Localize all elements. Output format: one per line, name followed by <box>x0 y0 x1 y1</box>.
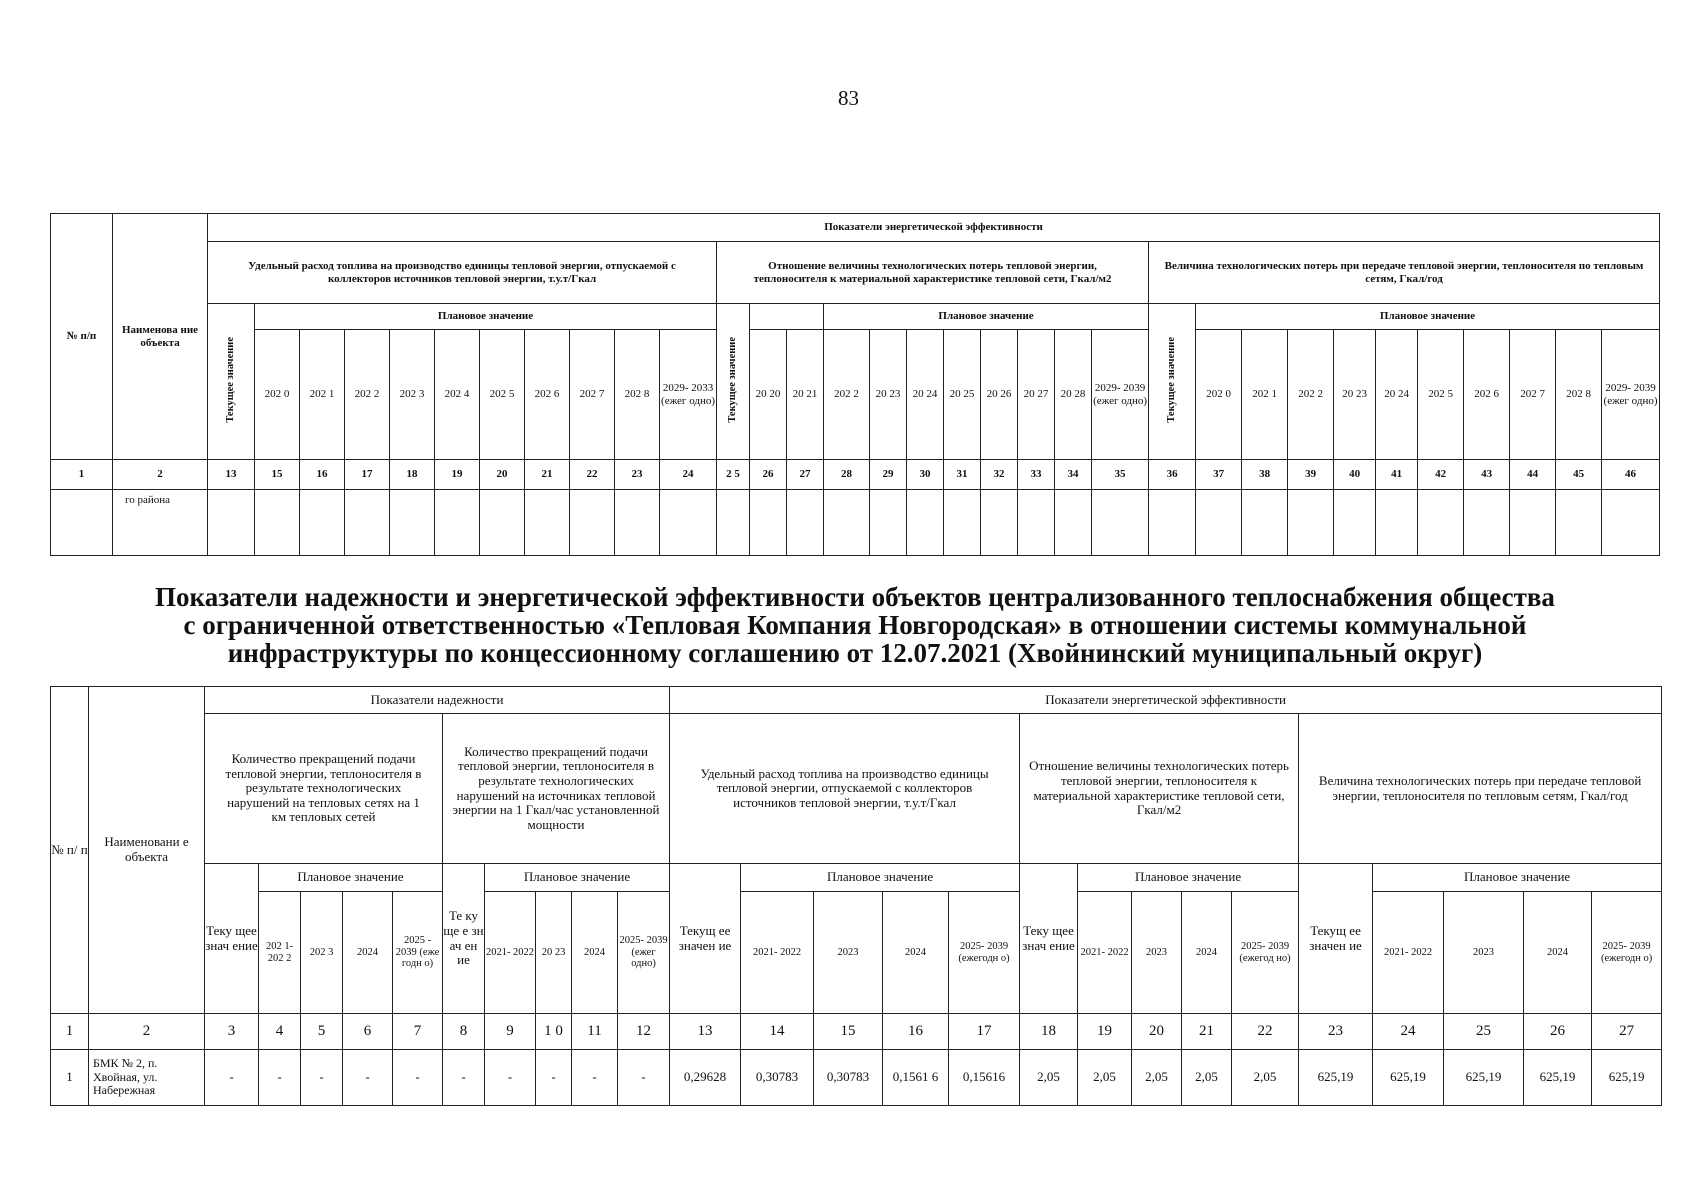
value-cell: - <box>618 1050 670 1106</box>
value-cell: - <box>443 1050 485 1106</box>
current-value-header-4: Теку щее знач ение <box>1020 864 1078 1014</box>
year-cell: 20 25 <box>944 330 981 460</box>
efficiency-group-header: Показатели энергетической эффективности <box>670 687 1662 714</box>
column-index-cell: 19 <box>435 460 480 490</box>
year-cell: 202 2 <box>1288 330 1334 460</box>
year-cell: 20 21 <box>787 330 824 460</box>
year-cell: 202 1 <box>300 330 345 460</box>
fuel-rate-header: Удельный расход топлива на производство единицы тепловой энергии, отпускаемой с коллекторов источников тепловой энергии, т.у.т/Гкал <box>208 242 717 304</box>
year-cell: 2025 - 2039 (еже годн о) <box>393 892 443 1014</box>
loss-ratio-header: Отношение величины технологических потерь тепловой энергии, теплоносителя к материальной характеристике тепловой сети, Гкал/м2 <box>717 242 1149 304</box>
year-cell: 20 23 <box>870 330 907 460</box>
title-line: Показатели надежности и энергетической эффективности объектов централизованного теплоснабжения общества <box>155 582 1555 612</box>
value-cell: 625,19 <box>1373 1050 1444 1106</box>
plan-value-header-3: Плановое значение <box>741 864 1020 892</box>
year-cell: 2025- 2039 (ежегод но) <box>1232 892 1299 1014</box>
value-cell: - <box>572 1050 618 1106</box>
year-cell: 20 26 <box>981 330 1018 460</box>
value-cell: 2,05 <box>1182 1050 1232 1106</box>
fuel-rate-header: Удельный расход топлива на производство единицы тепловой энергии, отпускаемой с коллекторов источников тепловой энергии, т.у.т/Гкал <box>670 714 1020 864</box>
source-interruptions-header: Количество прекращений подачи тепловой энергии, теплоносителя в результате технологических нарушений на источниках тепловой энергии на 1 Гкал/час установленной мощности <box>443 714 670 864</box>
year-cell: 202 5 <box>1418 330 1464 460</box>
year-cell: 202 8 <box>1556 330 1602 460</box>
column-index-cell: 18 <box>390 460 435 490</box>
current-value-header-2: Те ку ще е зн ач ен ие <box>443 864 485 1014</box>
current-value-header-1: Текущее значение <box>208 304 255 460</box>
year-cell: 2025- 2039 (ежегодн о) <box>1592 892 1662 1014</box>
year-cell: 202 0 <box>1196 330 1242 460</box>
plan-value-header-1: Плановое значение <box>259 864 443 892</box>
year-cell: 2024 <box>883 892 949 1014</box>
column-index-cell: 7 <box>393 1014 443 1050</box>
plan-value-header-2: Плановое значение <box>824 304 1149 330</box>
column-index-cell: 37 <box>1196 460 1242 490</box>
column-index-cell: 1 0 <box>536 1014 572 1050</box>
current-value-header-3: Текущее значение <box>1149 304 1196 460</box>
column-index-cell: 34 <box>1055 460 1092 490</box>
value-cell: 625,19 <box>1299 1050 1373 1106</box>
column-index-cell: 23 <box>1299 1014 1373 1050</box>
column-index-cell: 45 <box>1556 460 1602 490</box>
column-index-cell: 26 <box>750 460 787 490</box>
column-index-cell: 13 <box>670 1014 741 1050</box>
value-cell: - <box>485 1050 536 1106</box>
value-cell: 0,15616 <box>949 1050 1020 1106</box>
plan-value-header-3: Плановое значение <box>1196 304 1660 330</box>
column-index-cell: 12 <box>618 1014 670 1050</box>
year-cell: 20 20 <box>750 330 787 460</box>
title-line: инфраструктуры по концессионному соглашению от 12.07.2021 (Хвойнинский муниципальный округ) <box>227 638 1483 669</box>
year-cell: 2029- 2033 (ежег одно) <box>660 330 717 460</box>
column-index-cell: 33 <box>1018 460 1055 490</box>
column-index-cell: 27 <box>1592 1014 1662 1050</box>
value-cell: 0,29628 <box>670 1050 741 1106</box>
current-value-header-1: Теку щее знач ение <box>205 864 259 1014</box>
column-index-cell: 29 <box>870 460 907 490</box>
column-index-cell: 15 <box>814 1014 883 1050</box>
efficiency-table-continued <box>50 213 1660 556</box>
column-index-cell: 8 <box>443 1014 485 1050</box>
year-cell: 20 28 <box>1055 330 1092 460</box>
value-cell: 2,05 <box>1020 1050 1078 1106</box>
year-cell: 202 8 <box>615 330 660 460</box>
column-index-cell: 35 <box>1092 460 1149 490</box>
value-cell: 0,30783 <box>741 1050 814 1106</box>
column-index-cell: 17 <box>949 1014 1020 1050</box>
column-index-cell: 5 <box>301 1014 343 1050</box>
year-cell: 202 2 <box>345 330 390 460</box>
year-cell: 2021- 2022 <box>741 892 814 1014</box>
value-cell: - <box>259 1050 301 1106</box>
loss-ratio-header: Отношение величины технологических потерь тепловой энергии, теплоносителя к материальной характеристике тепловой сети, Гкал/м2 <box>1020 714 1299 864</box>
index-row <box>51 460 1660 490</box>
column-index-cell: 14 <box>741 1014 814 1050</box>
column-index-cell: 16 <box>883 1014 949 1050</box>
column-index-cell: 11 <box>572 1014 618 1050</box>
tech-loss-header: Величина технологических потерь при передаче тепловой энергии, теплоносителя по тепловым сетям, Гкал/год <box>1149 242 1660 304</box>
value-cell: - <box>301 1050 343 1106</box>
column-index-cell: 25 <box>1444 1014 1524 1050</box>
column-index-cell: 2 <box>113 460 208 490</box>
year-cell: 202 1 <box>1242 330 1288 460</box>
document-title <box>60 583 1650 667</box>
row-number-cell: 1 <box>51 1050 89 1106</box>
column-index-cell: 22 <box>1232 1014 1299 1050</box>
plan-value-header-1: Плановое значение <box>255 304 717 330</box>
year-cell: 2029- 2039 (ежег одно) <box>1092 330 1149 460</box>
column-index-cell: 6 <box>343 1014 393 1050</box>
year-cell: 202 0 <box>255 330 300 460</box>
value-cell: 625,19 <box>1524 1050 1592 1106</box>
current-value-header-5: Текущ ее значен ие <box>1299 864 1373 1014</box>
value-cell: 2,05 <box>1078 1050 1132 1106</box>
year-cell: 2023 <box>814 892 883 1014</box>
value-cell: 625,19 <box>1444 1050 1524 1106</box>
year-cell: 2025- 2039 (ежегодн о) <box>949 892 1020 1014</box>
year-cell: 2021- 2022 <box>1373 892 1444 1014</box>
column-index-cell: 42 <box>1418 460 1464 490</box>
year-cell: 2021- 2022 <box>1078 892 1132 1014</box>
year-cell: 202 5 <box>480 330 525 460</box>
year-cell: 2021- 2022 <box>485 892 536 1014</box>
col-name-header: Наименова ние объекта <box>113 214 208 460</box>
table-row <box>51 490 1660 556</box>
value-cell: - <box>536 1050 572 1106</box>
year-cell: 202 7 <box>1510 330 1556 460</box>
year-cell: 2023 <box>1444 892 1524 1014</box>
column-index-cell: 24 <box>1373 1014 1444 1050</box>
column-index-cell: 1 <box>51 460 113 490</box>
column-index-cell: 18 <box>1020 1014 1078 1050</box>
value-cell: - <box>393 1050 443 1106</box>
year-cell: 20 27 <box>1018 330 1055 460</box>
column-index-cell: 46 <box>1602 460 1660 490</box>
column-index-cell: 40 <box>1334 460 1376 490</box>
year-cell: 20 23 <box>536 892 572 1014</box>
column-index-cell: 20 <box>480 460 525 490</box>
index-row <box>51 1014 1662 1050</box>
year-cell: 202 6 <box>525 330 570 460</box>
value-cell: 0,1561 6 <box>883 1050 949 1106</box>
column-index-cell: 32 <box>981 460 1018 490</box>
network-interruptions-header: Количество прекращений подачи тепловой энергии, теплоносителя в результате технологических нарушений на тепловых сетях на 1 км тепловых сетей <box>205 714 443 864</box>
value-cell: 2,05 <box>1232 1050 1299 1106</box>
column-index-cell: 21 <box>1182 1014 1232 1050</box>
title-line: с ограниченной ответственностью «Тепловая Компания Новгородская» в отношении системы коммунальной <box>183 610 1527 641</box>
year-cell: 2024 <box>343 892 393 1014</box>
column-index-cell: 16 <box>300 460 345 490</box>
year-cell: 202 1- 202 2 <box>259 892 301 1014</box>
column-index-cell: 22 <box>570 460 615 490</box>
column-index-cell: 31 <box>944 460 981 490</box>
value-cell: 625,19 <box>1592 1050 1662 1106</box>
column-index-cell: 3 <box>205 1014 259 1050</box>
year-cell: 20 23 <box>1334 330 1376 460</box>
value-cell: 2,05 <box>1132 1050 1182 1106</box>
col-num-header: № п/ п <box>51 687 89 1014</box>
year-cell: 2024 <box>1524 892 1592 1014</box>
column-index-cell: 23 <box>615 460 660 490</box>
column-index-cell: 2 5 <box>717 460 750 490</box>
column-index-cell: 2 <box>89 1014 205 1050</box>
year-cell: 202 7 <box>570 330 615 460</box>
year-cell: 202 6 <box>1464 330 1510 460</box>
column-index-cell: 38 <box>1242 460 1288 490</box>
reliability-efficiency-table <box>50 686 1662 1106</box>
year-cell: 20 24 <box>1376 330 1418 460</box>
current-value-header-2: Текущее значение <box>717 304 750 460</box>
column-index-cell: 20 <box>1132 1014 1182 1050</box>
year-cell: 202 3 <box>390 330 435 460</box>
value-cell: 0,30783 <box>814 1050 883 1106</box>
column-index-cell: 24 <box>660 460 717 490</box>
plan-value-header-4: Плановое значение <box>1078 864 1299 892</box>
column-index-cell: 30 <box>907 460 944 490</box>
year-cell: 2029- 2039 (ежег одно) <box>1602 330 1660 460</box>
col-num-header: № п/п <box>51 214 113 460</box>
year-cell: 2023 <box>1132 892 1182 1014</box>
column-index-cell: 26 <box>1524 1014 1592 1050</box>
plan-value-header-5: Плановое значение <box>1373 864 1662 892</box>
col-name-header: Наименовани е объекта <box>89 687 205 1014</box>
year-cell: 2024 <box>1182 892 1232 1014</box>
column-index-cell: 4 <box>259 1014 301 1050</box>
object-name-cell: го района <box>113 490 208 556</box>
tech-loss-header: Величина технологических потерь при передаче тепловой энергии, теплоносителя по тепловым сетям, Гкал/год <box>1299 714 1662 864</box>
column-index-cell: 13 <box>208 460 255 490</box>
efficiency-group-header: Показатели энергетической эффективности <box>208 214 1660 242</box>
column-index-cell: 21 <box>525 460 570 490</box>
object-name-cell: БМК № 2, п. Хвойная, ул. Набережная <box>89 1050 205 1106</box>
column-index-cell: 36 <box>1149 460 1196 490</box>
column-index-cell: 43 <box>1464 460 1510 490</box>
column-index-cell: 44 <box>1510 460 1556 490</box>
reliability-group-header: Показатели надежности <box>205 687 670 714</box>
column-index-cell: 28 <box>824 460 870 490</box>
year-cell: 202 4 <box>435 330 480 460</box>
column-index-cell: 15 <box>255 460 300 490</box>
page-number: 83 <box>838 86 859 110</box>
value-cell: - <box>205 1050 259 1106</box>
column-index-cell: 9 <box>485 1014 536 1050</box>
column-index-cell: 19 <box>1078 1014 1132 1050</box>
column-index-cell: 1 <box>51 1014 89 1050</box>
value-cell: - <box>343 1050 393 1106</box>
year-cell: 202 3 <box>301 892 343 1014</box>
column-index-cell: 17 <box>345 460 390 490</box>
year-cell: 20 24 <box>907 330 944 460</box>
plan-value-header-2: Плановое значение <box>485 864 670 892</box>
column-index-cell: 41 <box>1376 460 1418 490</box>
year-cell: 202 2 <box>824 330 870 460</box>
table-row <box>51 1050 1662 1106</box>
column-index-cell: 39 <box>1288 460 1334 490</box>
year-cell: 2024 <box>572 892 618 1014</box>
column-index-cell: 27 <box>787 460 824 490</box>
current-value-header-3: Текущ ее значен ие <box>670 864 741 1014</box>
year-cell: 2025- 2039 (ежег одно) <box>618 892 670 1014</box>
